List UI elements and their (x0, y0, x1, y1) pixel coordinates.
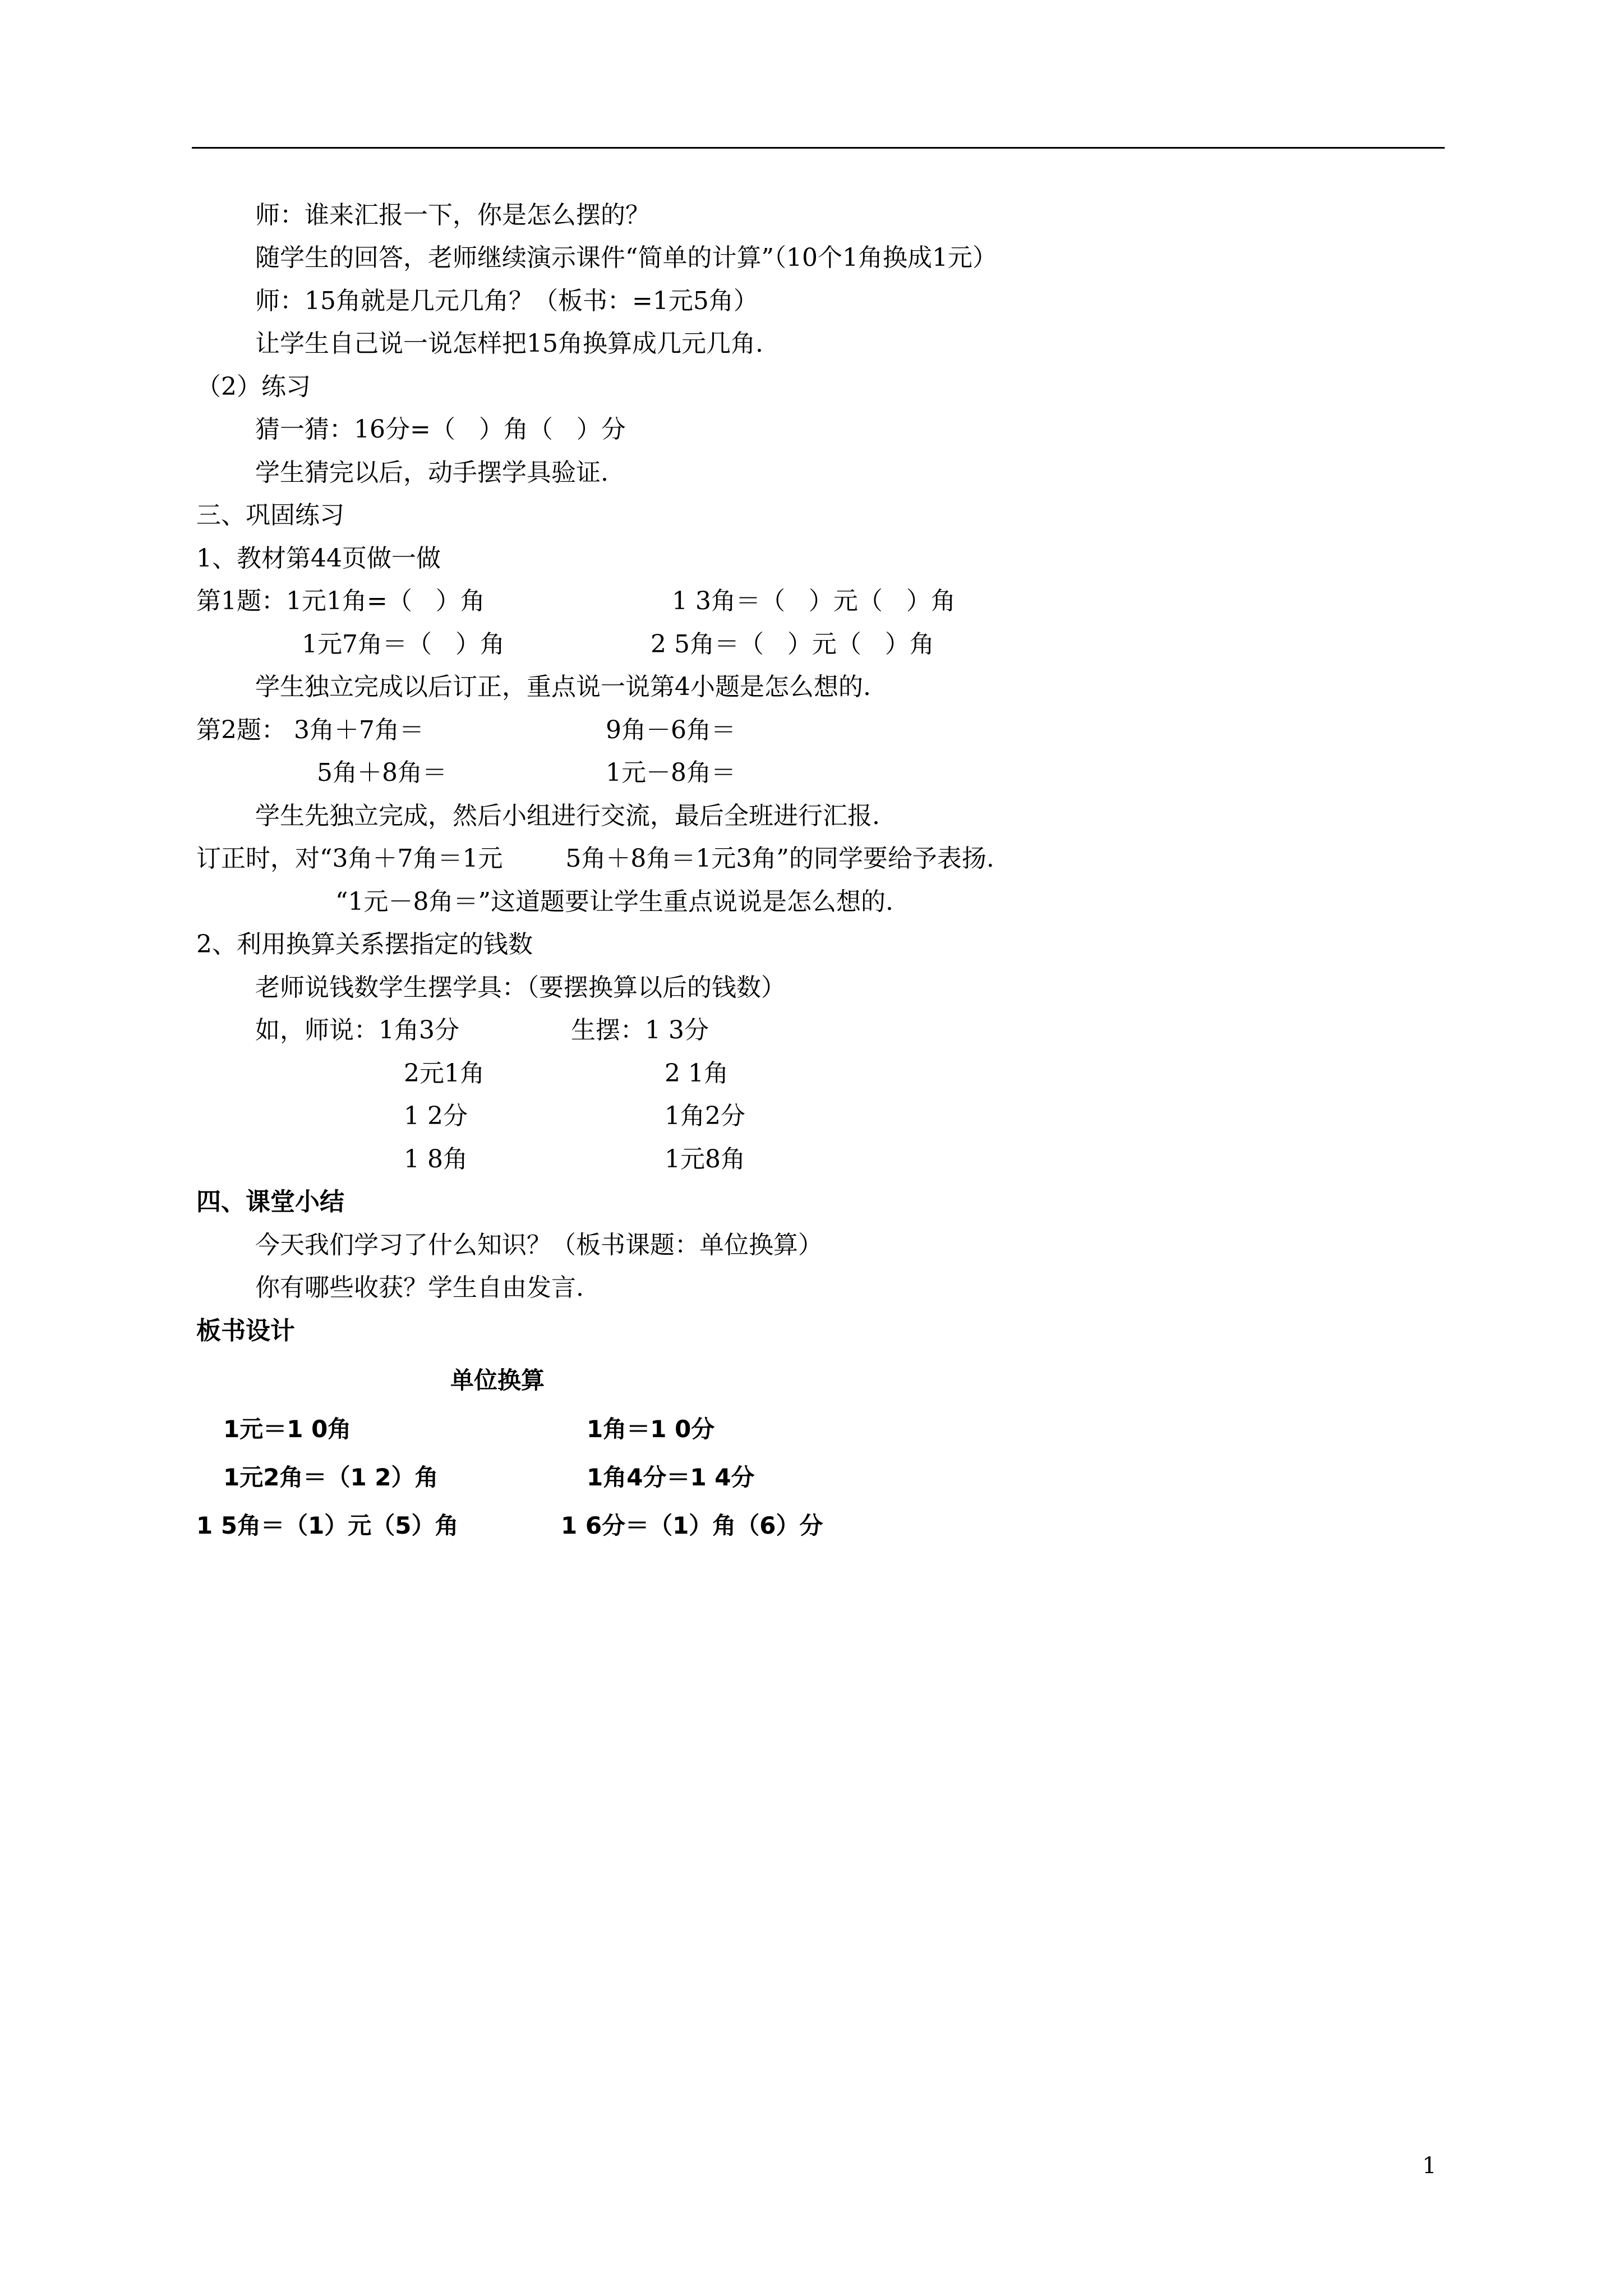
exercise-line: 1元7角＝（ ）角 (302, 630, 505, 659)
board-row: 1 6分＝（1）角（6）分 (561, 1512, 823, 1539)
board-row: 1 5角＝（1）元（5）角 (196, 1512, 459, 1539)
text-line: 师：15角就是几元几角？（板书：=1元5角） (255, 287, 758, 315)
board-row: 1元2角＝（1 2）角 (223, 1464, 439, 1491)
example-line: 1角2分 (665, 1102, 745, 1130)
text-line: 订正时，对“3角＋7角＝1元 5角＋8角＝1元3角”的同学要给予表扬. (196, 844, 994, 873)
text-line: 老师说钱数学生摆学具：（要摆换算以后的钱数） (255, 973, 786, 1002)
section-heading: 四、课堂小结 (196, 1188, 344, 1216)
example-line: 2 1角 (665, 1059, 728, 1088)
example-line: 生摆：1 3分 (571, 1016, 709, 1045)
board-row: 1角4分＝1 4分 (587, 1464, 755, 1491)
text-line: 师：谁来汇报一下，你是怎么摆的？ (255, 201, 650, 229)
text-line: 学生独立完成以后订正，重点说一说第4小题是怎么想的. (255, 673, 871, 701)
section-heading: 三、巩固练习 (196, 501, 344, 530)
text-line: 随学生的回答，老师继续演示课件“简单的计算”（10个1角换成1元） (255, 243, 997, 272)
exercise-line: 2 5角＝（ ）元（ ）角 (651, 630, 934, 659)
header-rule (192, 147, 1445, 149)
exercise-line: 1 3角＝（ ）元（ ）角 (672, 587, 956, 615)
exercise-line: 第1题：1元1角=（ ）角 (196, 587, 485, 615)
exercise-line: 第2题： 3角＋7角＝ (196, 716, 424, 744)
example-line: 1 8角 (404, 1145, 468, 1174)
section-heading: 板书设计 (196, 1317, 295, 1345)
board-row: 1角＝1 0分 (587, 1415, 715, 1443)
example-line: 1元8角 (665, 1145, 745, 1174)
example-line: 如，师说：1角3分 (255, 1016, 459, 1045)
exercise-line: 5角＋8角＝ (317, 758, 447, 787)
example-line: 1 2分 (404, 1102, 468, 1130)
exercise-line: 1元－8角＝ (606, 758, 736, 787)
text-line: 学生猜完以后，动手摆学具验证. (255, 458, 608, 487)
section-heading: 1、教材第44页做一做 (196, 544, 441, 573)
section-heading: 2、利用换算关系摆指定的钱数 (196, 930, 533, 959)
text-line: 今天我们学习了什么知识？（板书课题：单位换算） (255, 1231, 823, 1259)
text-line: 学生先独立完成，然后小组进行交流，最后全班进行汇报. (255, 802, 880, 830)
text-line: 你有哪些收获？学生自由发言. (255, 1273, 584, 1302)
text-line: “1元－8角＝”这道题要让学生重点说说是怎么想的. (335, 887, 893, 916)
board-title: 单位换算 (450, 1366, 545, 1394)
page-number: 1 (1422, 2153, 1437, 2179)
text-line: 让学生自己说一说怎样把15角换算成几元几角. (255, 329, 763, 358)
example-line: 2元1角 (404, 1059, 485, 1088)
exercise-line: 9角－6角＝ (606, 716, 736, 744)
text-line: 猜一猜：16分=（ ）角（ ）分 (255, 415, 626, 444)
board-row: 1元＝1 0角 (223, 1415, 352, 1443)
section-heading: （2）练习 (196, 372, 311, 401)
